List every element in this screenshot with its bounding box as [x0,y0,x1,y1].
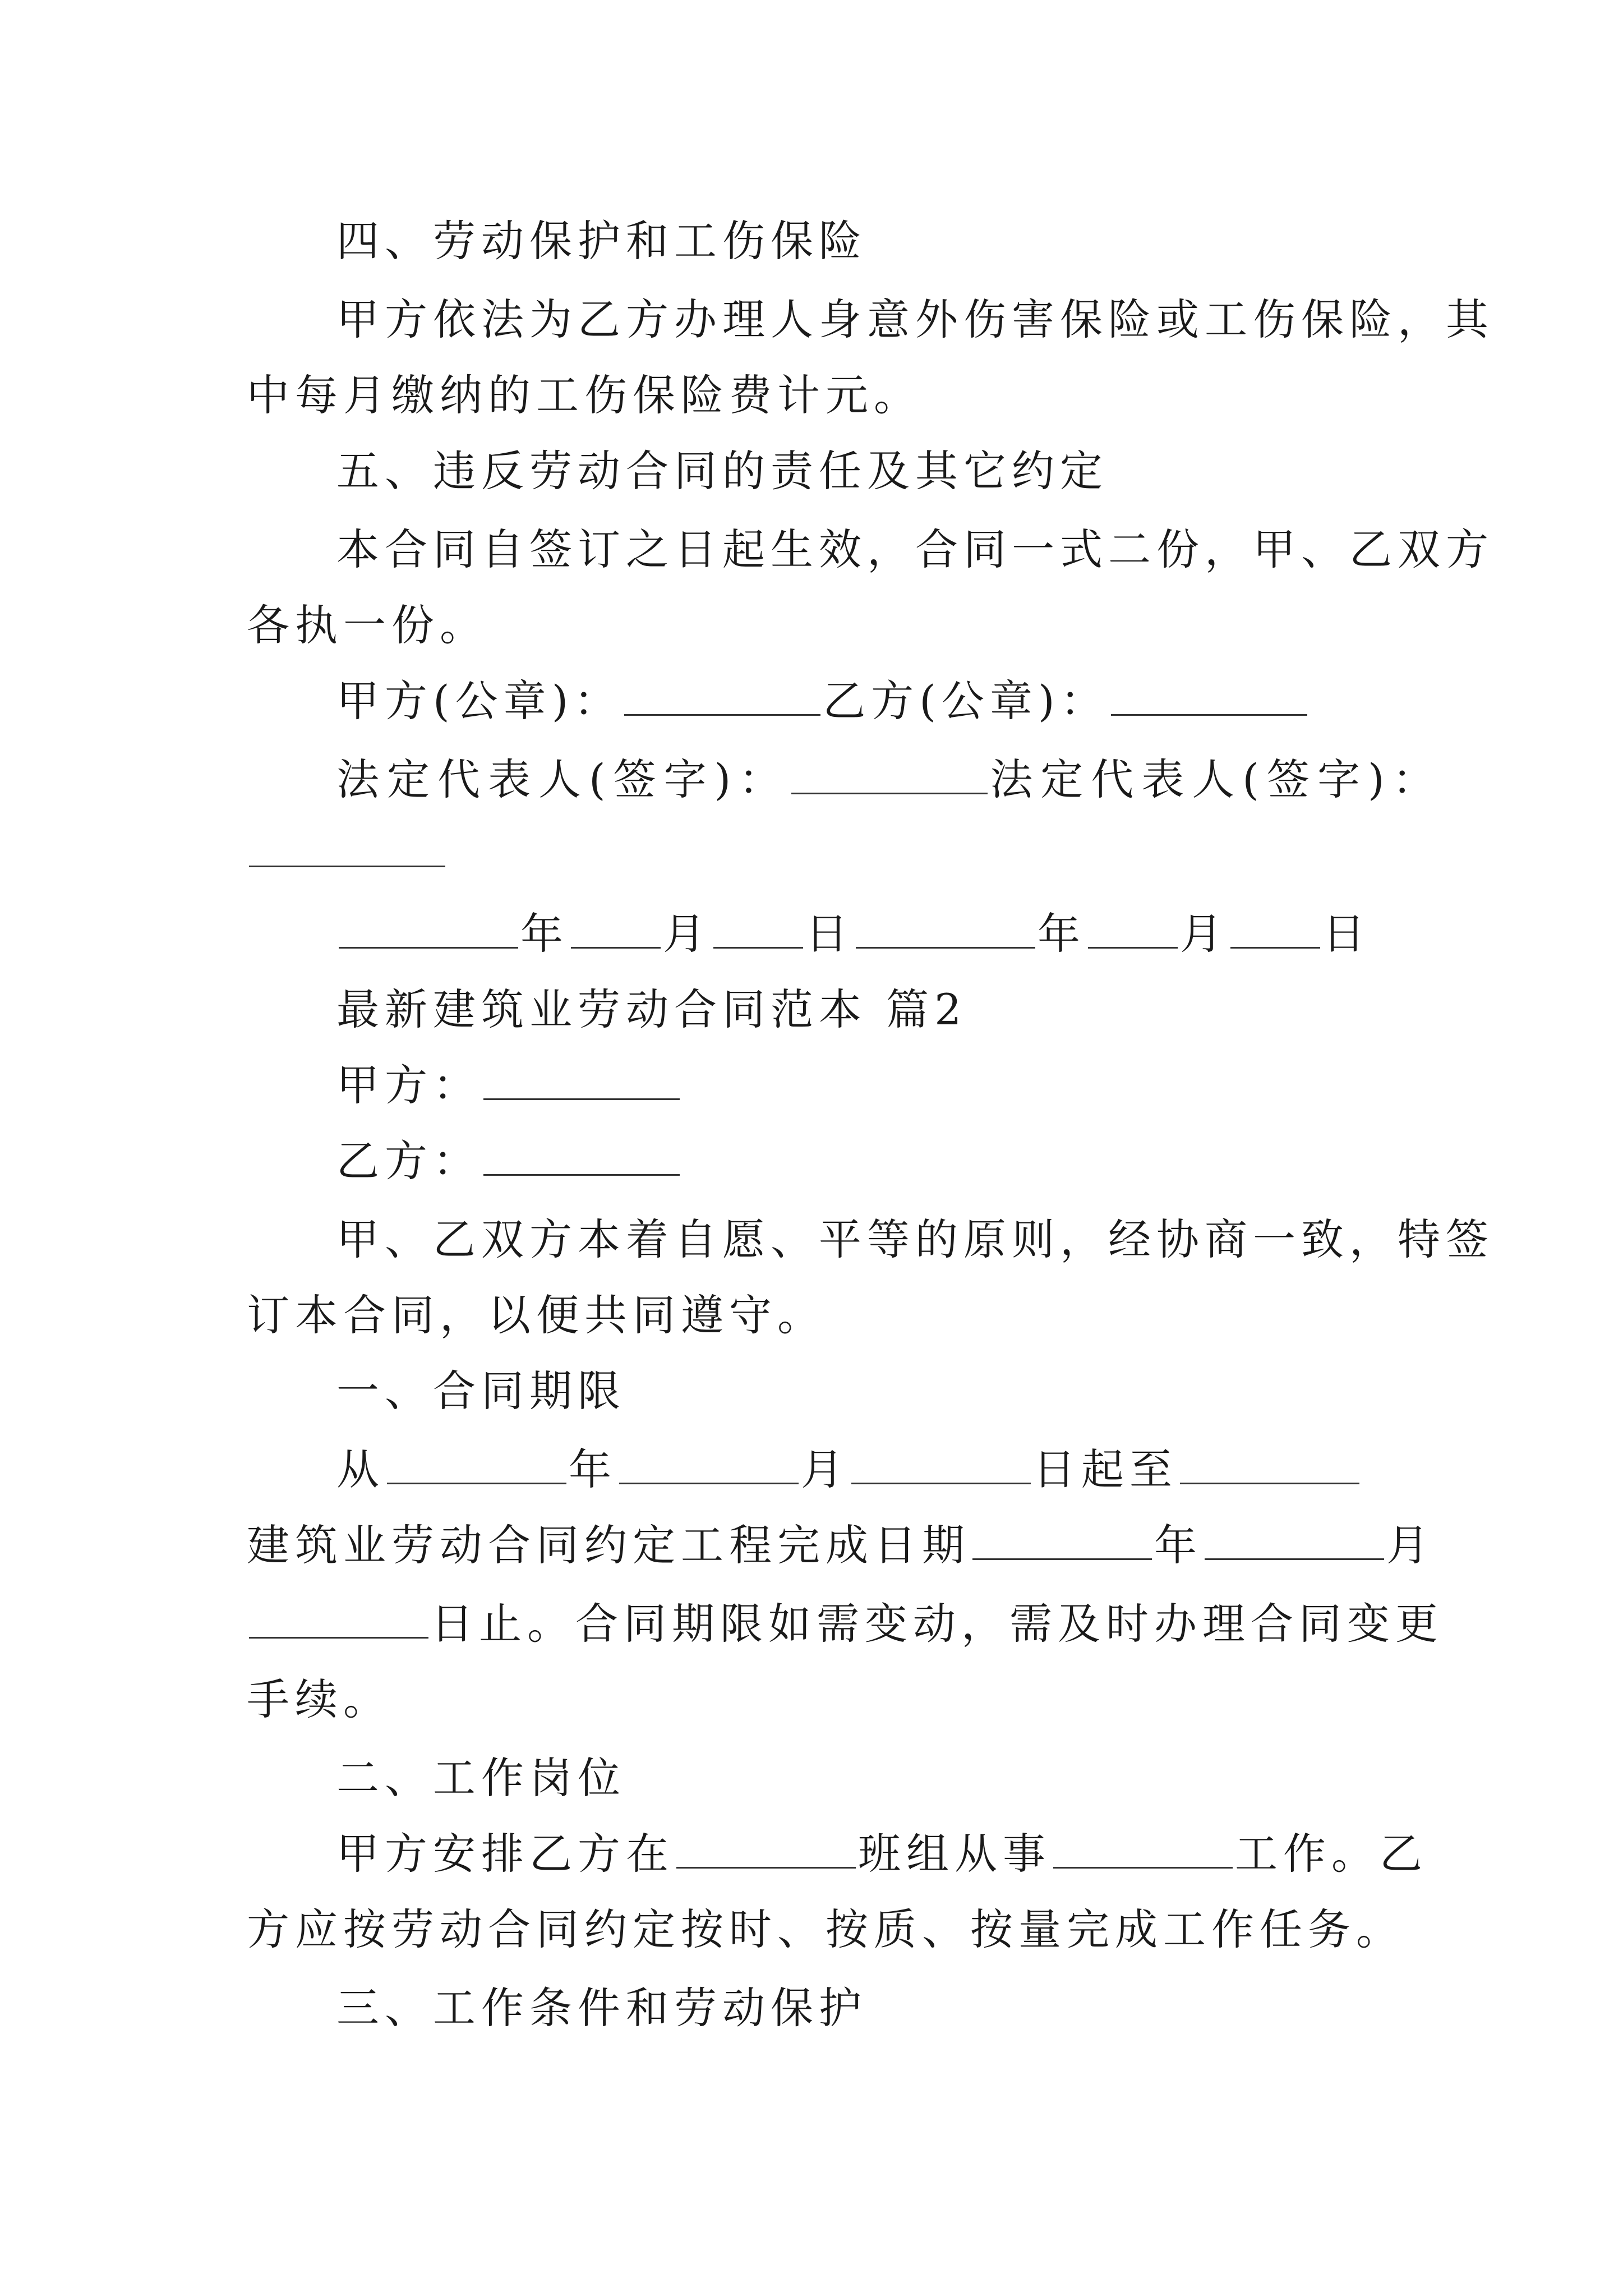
contract-2-position-line-1 [336,1826,1428,1882]
section-4-paragraph-line-2: 中每月缴纳的工伤保险费计元。 [247,370,922,420]
date-b-day-blank [1230,913,1320,949]
term-end-month-unit: 月 [1386,1520,1435,1570]
term-from-label: 从 [336,1444,385,1494]
party-a-seal-label: 甲方(公章)： [336,676,623,726]
term-end-year-unit: 年 [1154,1520,1202,1570]
term-start-day-blank [851,1449,1031,1484]
section-4-heading: 四、劳动保护和工伤保险 [336,216,867,266]
term-end-day-blank [249,1603,428,1639]
date-b-month-blank [1088,913,1178,949]
position-text-c: 工作。乙 [1235,1829,1428,1879]
contract-2-section-1-heading: 一、合同期限 [336,1366,626,1416]
representative-line [336,752,1443,808]
position-text-b: 班组从事 [858,1829,1051,1879]
term-start-month-unit: 月 [801,1444,849,1494]
section-5-paragraph-line-2: 各执一份。 [247,600,488,650]
contract-2-party-b-label: 乙方： [336,1136,481,1186]
term-end-blank [1180,1449,1359,1484]
date-b-year-blank [856,913,1035,949]
term-end-year-blank [972,1525,1152,1560]
date-a-month-blank [571,913,661,949]
contract-2-term-line-2 [247,1517,1435,1573]
section-4-paragraph-line-1: 甲方依法为乙方办理人身意外伤害保险或工伤保险，其 [336,295,1494,344]
term-end-text: 日止。合同期限如需变动，需及时办理合同变更 [431,1599,1444,1649]
contract-2-intro-line-2: 订本合同，以便共同遵守。 [247,1290,826,1340]
rep-b-blank-line [247,825,448,881]
seal-line [336,673,1310,729]
team-blank [676,1833,856,1869]
contract-2-section-3-heading: 三、工作条件和劳动保护 [336,1983,867,2033]
contract-2-party-a-label: 甲方： [336,1060,481,1110]
date-b-year-unit: 年 [1038,909,1086,959]
date-a-year-unit: 年 [520,909,569,959]
date-b-day-unit: 日 [1322,909,1371,959]
party-a-seal-blank [624,680,820,716]
contract-2-title: 最新建筑业劳动合同范本 篇2 [336,984,967,1034]
date-a-day-blank [713,913,803,949]
term-start-year-unit: 年 [569,1444,617,1494]
contract-2-party-a-line [336,1057,682,1114]
job-blank [1053,1833,1233,1869]
term-end-month-blank [1205,1525,1384,1560]
contract-2-party-b-blank [483,1140,680,1176]
term-day-until-label: 日起至 [1033,1444,1178,1494]
section-5-heading: 五、违反劳动合同的责任及其它约定 [336,446,1108,496]
contract-2-party-a-blank [483,1065,680,1100]
date-a-day-unit: 日 [805,909,854,959]
contract-2-intro-line-1: 甲、乙双方本着自愿、平等的原则，经协商一致，特签 [336,1214,1494,1264]
signing-date-line [336,906,1371,962]
contract-2-term-line-1 [336,1442,1362,1498]
contract-2-term-line-4: 手续。 [247,1674,391,1724]
date-a-month-unit: 月 [663,909,711,959]
party-b-seal-blank [1111,680,1307,716]
rep-a-blank [791,759,988,794]
position-text-a: 甲方安排乙方在 [336,1829,674,1879]
term-start-year-blank [387,1449,566,1484]
section-5-paragraph-line-1: 本合同自签订之日起生效，合同一式二份，甲、乙双方 [336,524,1494,574]
contract-2-position-line-2: 方应按劳动合同约定按时、按质、按量完成工作任务。 [247,1904,1404,1954]
date-a-year-blank [339,913,518,949]
rep-b-blank [249,832,445,867]
rep-b-label: 法定代表人(签字)： [990,754,1443,804]
date-b-month-unit: 月 [1180,909,1228,959]
contract-2-party-b-line [336,1133,682,1189]
party-b-seal-label: 乙方(公章)： [823,676,1109,726]
rep-a-label: 法定代表人(签字)： [336,754,790,804]
term-start-month-blank [619,1449,799,1484]
term-completion-text: 建筑业劳动合同约定工程完成日期 [247,1520,970,1570]
contract-2-section-2-heading: 二、工作岗位 [336,1753,626,1803]
contract-2-term-line-3 [247,1596,1444,1652]
